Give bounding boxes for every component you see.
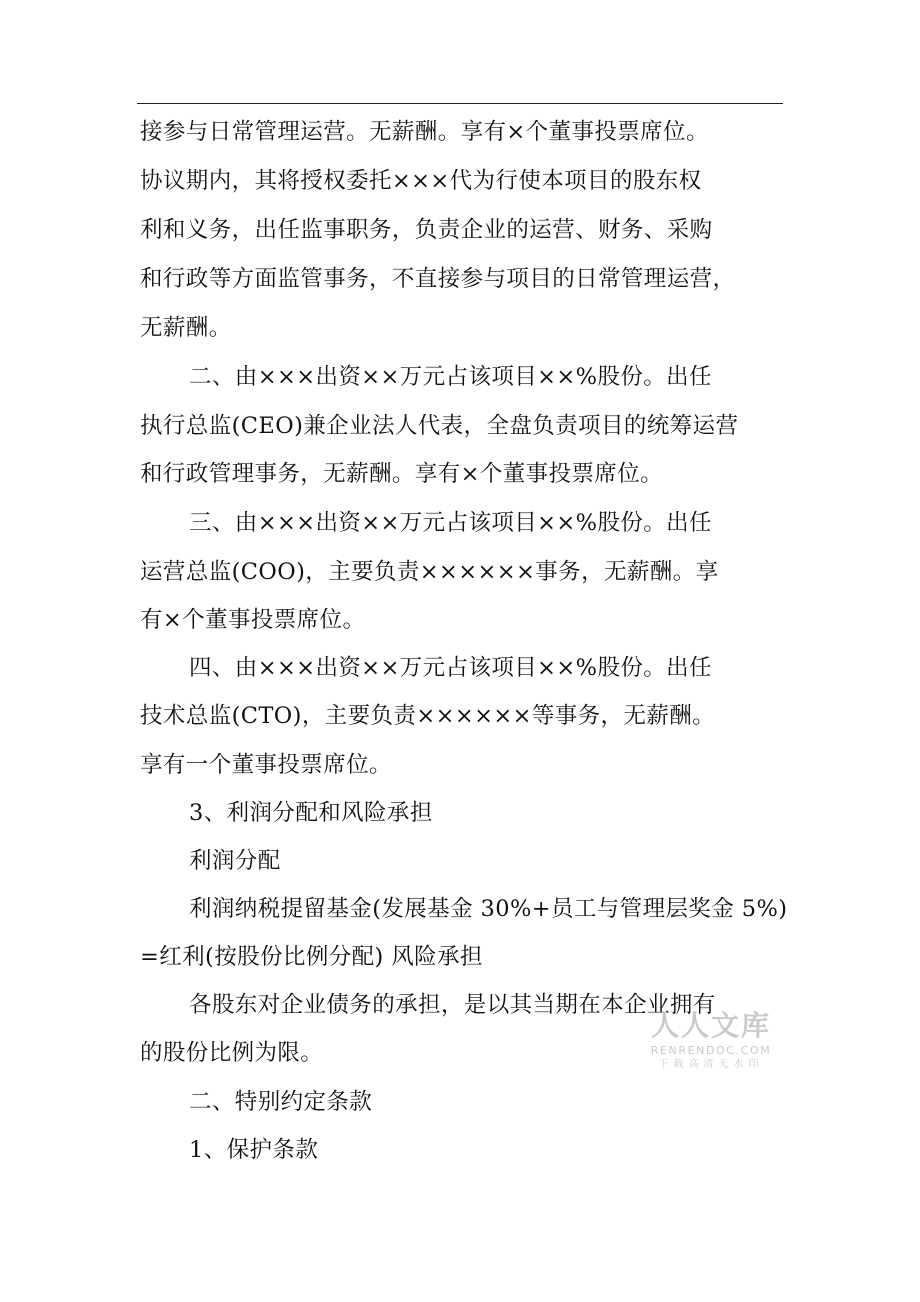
text-line: 利和义务，出任监事职务，负责企业的运营、财务、采购 bbox=[140, 217, 713, 243]
text-line: =红利(按股份比例分配) 风险承担 bbox=[140, 944, 483, 970]
text-line: 接参与日常管理运营。无薪酬。享有×个董事投票席位。 bbox=[140, 119, 709, 145]
text-line: 有×个董事投票席位。 bbox=[140, 607, 366, 633]
text-line: 的股份比例为限。 bbox=[140, 1040, 324, 1066]
text-line: 享有一个董事投票席位。 bbox=[140, 752, 392, 778]
text-line: 协议期内，其将授权委托×××代为行使本项目的股东权 bbox=[140, 168, 702, 194]
watermark-domain: RENRENDOC.COM bbox=[650, 1044, 772, 1057]
text-line: 和行政等方面监管事务，不直接参与项目的日常管理运营， bbox=[140, 266, 736, 292]
section-heading: 3、利润分配和风险承担 bbox=[189, 800, 433, 826]
text-line: 三、由×××出资××万元占该项目××%股份。出任 bbox=[189, 510, 712, 536]
watermark-title: 人人文库 bbox=[650, 1009, 771, 1042]
header-rule bbox=[137, 103, 783, 104]
text-line: 运营总监(COO)，主要负责××××××事务，无薪酬。享 bbox=[140, 559, 719, 585]
text-line: 执行总监(CEO)兼企业法人代表，全盘负责项目的统筹运营 bbox=[140, 413, 739, 439]
text-line: 二、由×××出资××万元占该项目××%股份。出任 bbox=[189, 364, 712, 390]
text-line: 四、由×××出资××万元占该项目××%股份。出任 bbox=[189, 655, 712, 681]
text-line: 和行政管理事务，无薪酬。享有×个董事投票席位。 bbox=[140, 461, 664, 487]
subsection-heading: 1、保护条款 bbox=[189, 1137, 319, 1163]
watermark-slogan: 下载高清无水印 bbox=[658, 1059, 764, 1070]
text-line: 技术总监(CTO)，主要负责××××××等事务，无薪酬。 bbox=[140, 703, 716, 729]
section-heading: 二、特别约定条款 bbox=[189, 1089, 373, 1115]
text-line: 各股东对企业债务的承担，是以其当期在本企业拥有 bbox=[189, 992, 716, 1018]
subsection-heading: 利润分配 bbox=[189, 848, 281, 874]
text-line: 利润纳税提留基金(发展基金 30%+员工与管理层奖金 5%) bbox=[189, 896, 788, 922]
watermark-logo bbox=[646, 1010, 776, 1072]
text-line: 无薪酬。 bbox=[140, 315, 232, 341]
